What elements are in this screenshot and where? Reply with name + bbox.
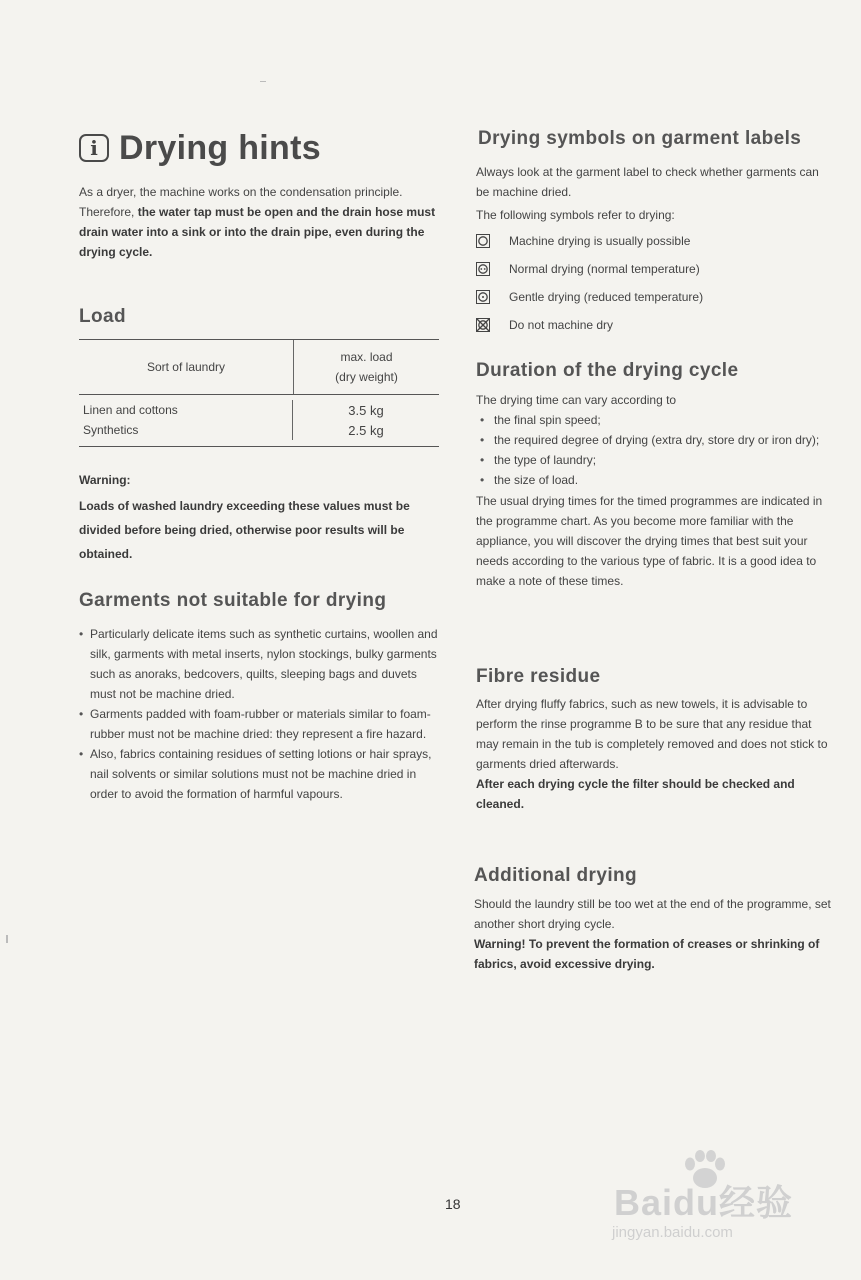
warning-label: Warning: xyxy=(79,473,131,487)
duration-lead: The drying time can vary according to xyxy=(476,393,677,407)
symbol-row xyxy=(476,255,834,283)
cell-sort: Synthetics xyxy=(79,420,293,440)
do-not-tumble-dry-icon xyxy=(476,318,490,332)
load-table-header xyxy=(79,339,439,395)
duration-block xyxy=(476,390,834,591)
intro-bold: the water tap must be open and the drain hose must drain water into a sink or into the drain pipe, even during the drying cycle. xyxy=(79,205,436,259)
list-item: • Particularly delicate items such as synthetic curtains, woollen and silk, garments with metal inserts, nylon stockings, bulky garments such as anoraks, bedcovers, quilts, sleeping bags and duvets must not be machine dried. xyxy=(79,624,441,704)
fibre-bold: After each drying cycle the filter should be checked and cleaned. xyxy=(476,777,795,811)
intro-paragraph-2 xyxy=(79,202,441,262)
intro-paragraph-1: As a dryer, the machine works on the condensation principle. xyxy=(79,185,403,199)
scan-mark xyxy=(260,81,266,82)
tumble-dry-gentle-icon xyxy=(476,290,490,304)
list-item: • the size of load. xyxy=(476,470,834,490)
intro-block xyxy=(79,182,441,262)
garments-list xyxy=(79,624,441,804)
list-item: • Also, fabrics containing residues of setting lotions or hair sprays, nail solvents or similar solutions must not be machine dried in order to avoid the formation of harmful vapours. xyxy=(79,744,441,804)
duration-heading: Duration of the drying cycle xyxy=(476,360,739,381)
watermark xyxy=(612,1150,812,1250)
load-heading: Load xyxy=(79,306,126,327)
cell-load: 2.5 kg xyxy=(348,422,384,438)
symbols-lead: The following symbols refer to drying: xyxy=(476,208,675,222)
fibre-block xyxy=(476,694,834,814)
col-header-max-load xyxy=(294,340,439,394)
symbol-row xyxy=(476,227,834,255)
left-column xyxy=(79,128,441,801)
list-item: • the required degree of drying (extra dry, store dry or iron dry); xyxy=(476,430,834,450)
watermark-text: Baidu经验 xyxy=(614,1182,794,1223)
list-item: • Garments padded with foam-rubber or materials similar to foam-rubber must not be machine dried: they represent a fire hazard. xyxy=(79,704,441,744)
tumble-dry-normal-icon xyxy=(476,262,490,276)
warning-block xyxy=(79,470,441,566)
load-table xyxy=(79,339,439,447)
garments-heading: Garments not suitable for drying xyxy=(79,590,387,611)
table-row xyxy=(79,420,439,440)
symbol-text: Gentle drying (reduced temperature) xyxy=(509,290,704,304)
symbol-row xyxy=(476,311,834,339)
title-row xyxy=(79,128,441,168)
table-row xyxy=(79,400,439,420)
symbols-intro: Always look at the garment label to check whether garments can be machine dried. xyxy=(476,165,819,199)
additional-block xyxy=(474,894,834,974)
symbol-text: Normal drying (normal temperature) xyxy=(509,262,700,276)
info-icon: i xyxy=(79,134,109,162)
symbol-text: Do not machine dry xyxy=(509,318,614,332)
warning-text: Loads of washed laundry exceeding these values must be divided before being dried, otherwise poor results will be obtained. xyxy=(79,499,410,561)
symbols-heading: Drying symbols on garment labels xyxy=(478,128,802,149)
additional-bold: Warning! To prevent the formation of creases or shrinking of fabrics, avoid excessive drying. xyxy=(474,937,820,971)
additional-heading: Additional drying xyxy=(474,865,638,886)
fibre-text: After drying fluffy fabrics, such as new towels, it is advisable to perform the rinse programme B to be sure that any residue that may remain in the tub is completely removed and does not stick to garments dried afterwards. xyxy=(476,697,828,771)
duration-text: The usual drying times for the timed programmes are indicated in the programme chart. As you become more familiar with the appliance, you will discover the drying times that best suit your needs according to the various type of fabric. It is a good idea to make a note of these times. xyxy=(476,494,823,588)
watermark-url: jingyan.baidu.com xyxy=(612,1224,733,1241)
page-number: 18 xyxy=(445,1196,461,1212)
intro-plain: Therefore, xyxy=(79,205,138,219)
load-table-body xyxy=(79,395,439,447)
tumble-dry-icon xyxy=(476,234,490,248)
list-item: • the final spin speed; xyxy=(476,410,834,430)
additional-text: Should the laundry still be too wet at the end of the programme, set another short drying cycle. xyxy=(474,897,831,931)
cell-sort: Linen and cottons xyxy=(79,400,293,420)
page-title: Drying hints xyxy=(119,128,321,167)
fibre-heading: Fibre residue xyxy=(476,666,601,687)
col-header-sort: Sort of laundry xyxy=(79,340,294,394)
cell-load: 3.5 kg xyxy=(348,402,384,418)
symbol-row xyxy=(476,283,834,311)
scan-mark xyxy=(6,935,8,943)
col-header-max-load-line2: (dry weight) xyxy=(335,370,398,384)
symbols-block xyxy=(476,162,834,339)
col-header-max-load-line1: max. load xyxy=(340,350,393,364)
symbol-text: Machine drying is usually possible xyxy=(509,234,691,248)
list-item: • the type of laundry; xyxy=(476,450,834,470)
duration-list xyxy=(476,410,834,490)
symbols-list xyxy=(476,227,834,339)
